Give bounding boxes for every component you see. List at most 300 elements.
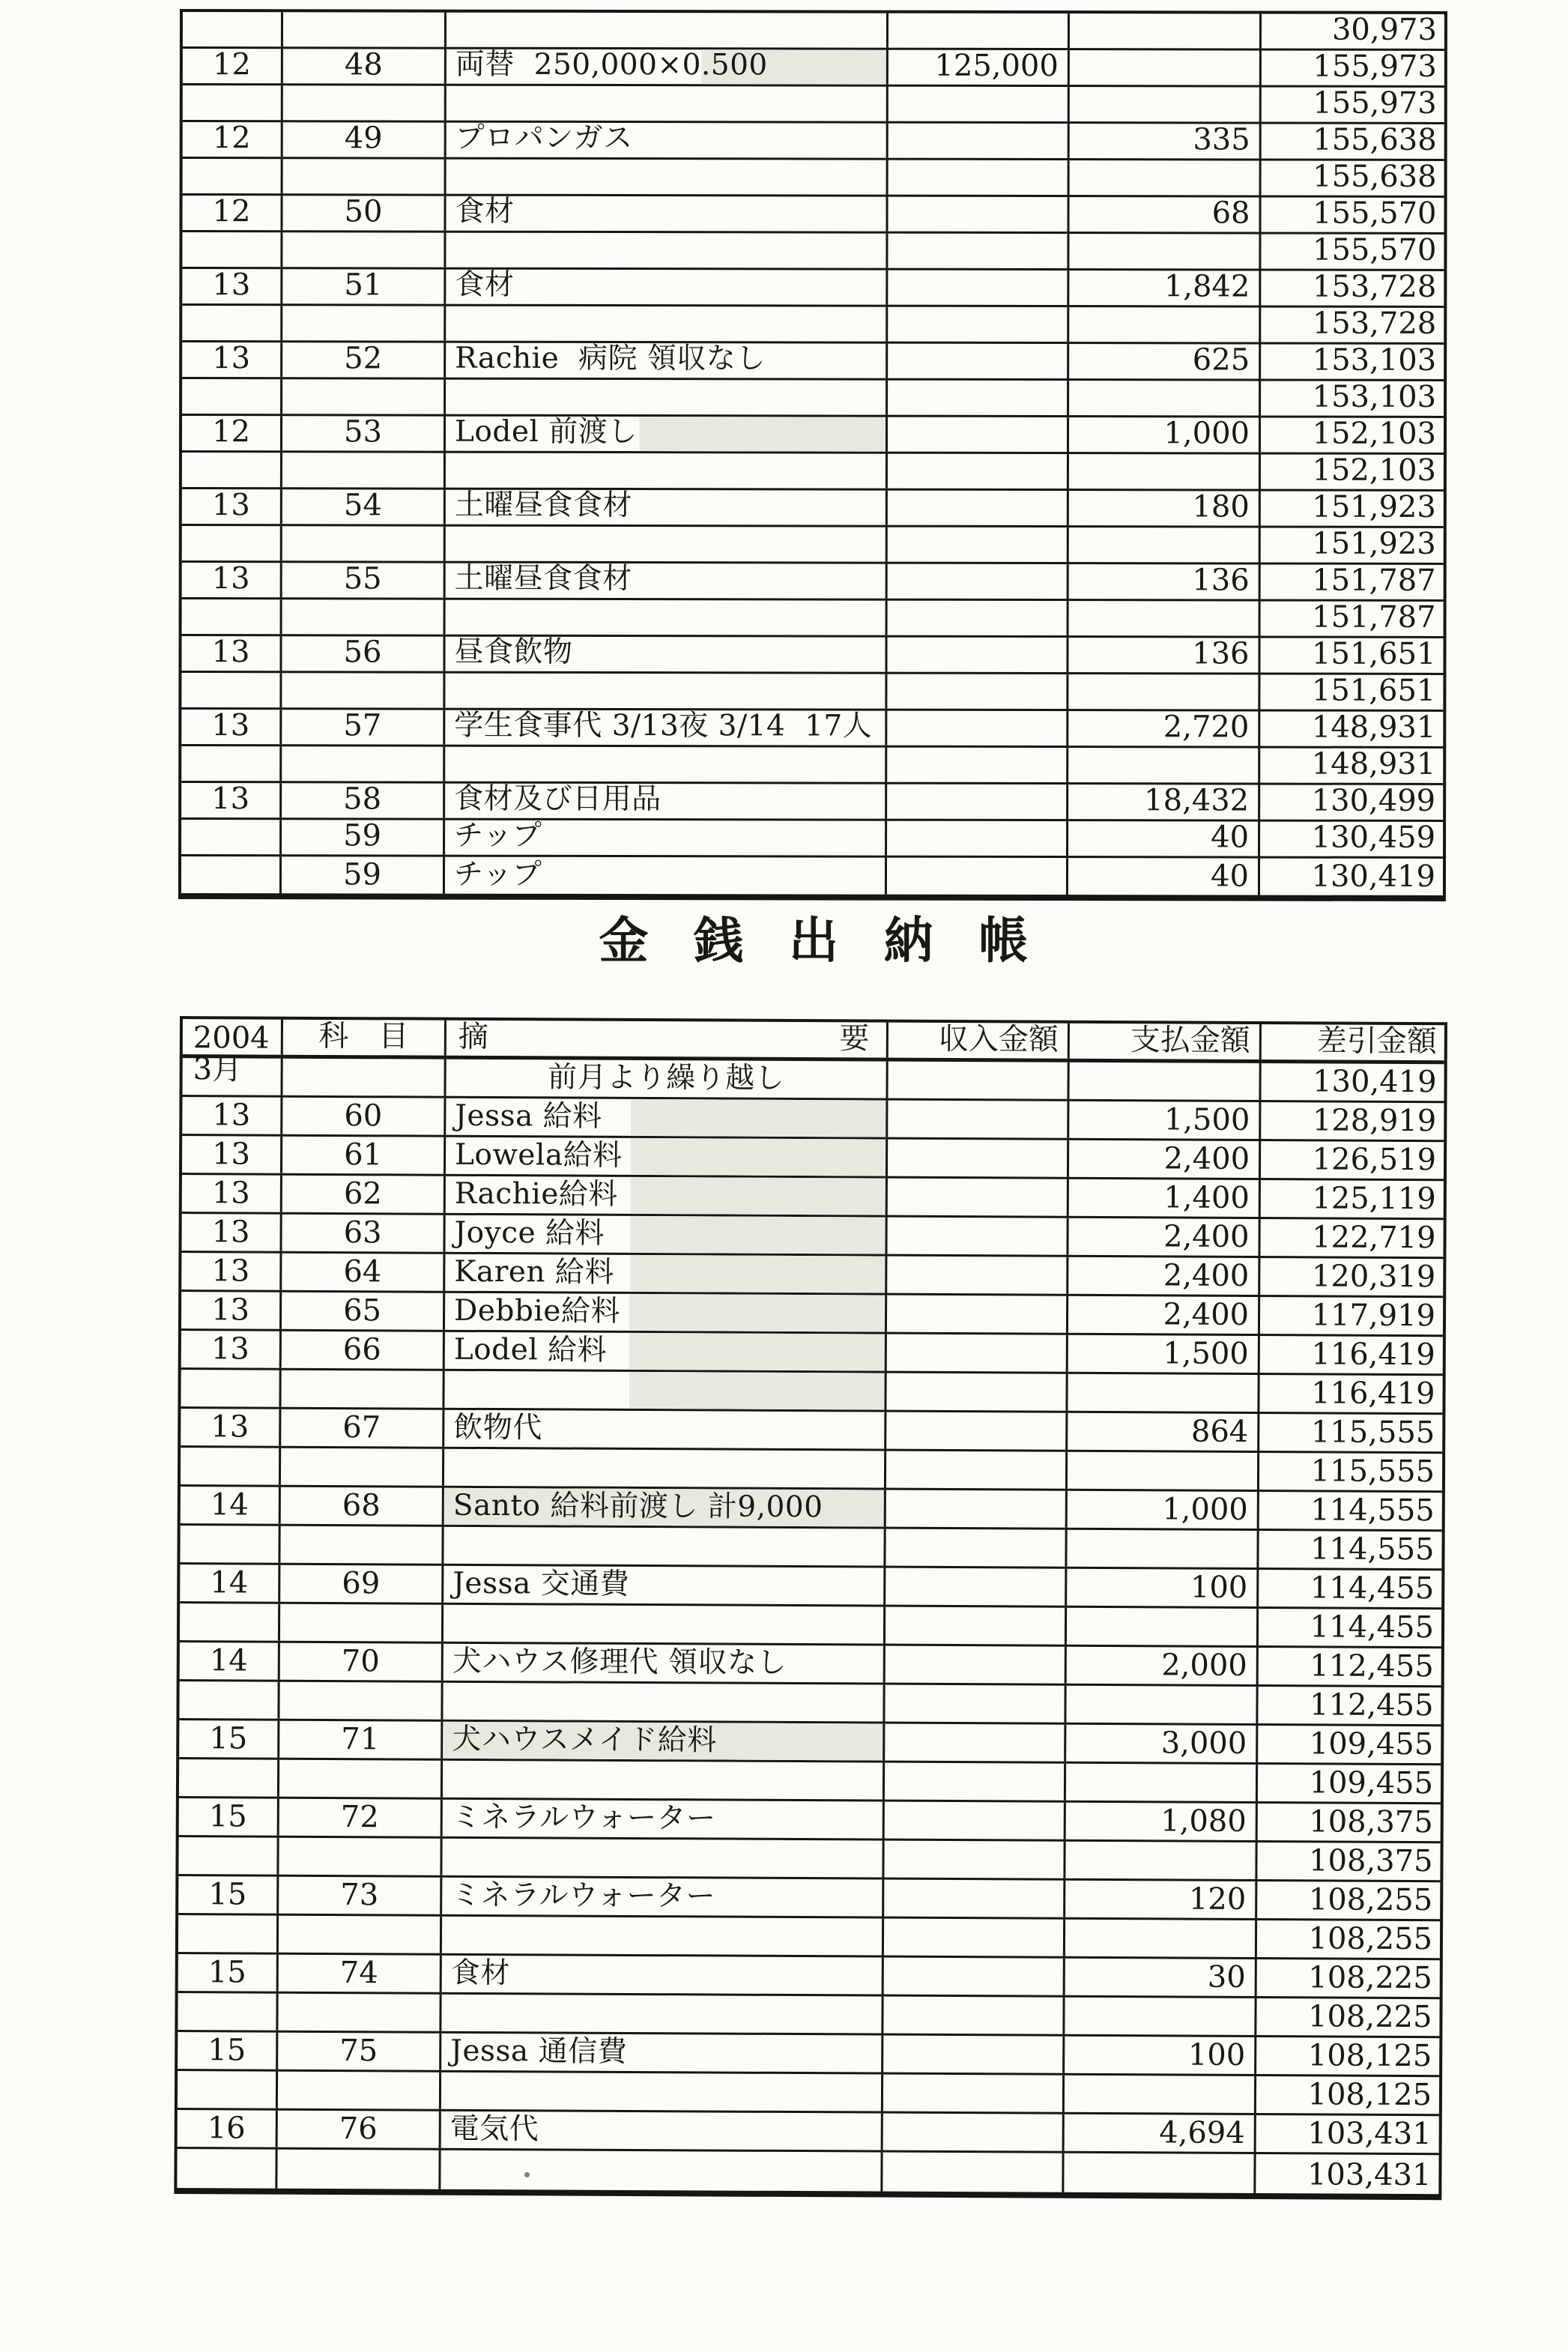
month-cell	[181, 820, 282, 854]
subject-no-cell: 61	[282, 1137, 446, 1174]
subject-no-cell	[282, 526, 446, 560]
income-cell	[887, 638, 1068, 672]
income-cell	[884, 1919, 1065, 1956]
description-cell: Debbie給料	[445, 1293, 887, 1332]
income-cell	[883, 1997, 1065, 2034]
payment-cell: 1,080	[1066, 1803, 1258, 1840]
payment-cell	[1069, 1062, 1261, 1100]
balance-cell: 115,555	[1310, 1454, 1435, 1490]
month-cell: 13	[181, 1409, 281, 1446]
balance-cell: 151,923	[1312, 526, 1436, 561]
description-cell	[447, 13, 889, 48]
description-cell: 食材	[446, 196, 888, 232]
description-cell	[443, 1761, 885, 1800]
description-cell	[444, 1605, 886, 1644]
payment-cell: 2,720	[1068, 711, 1260, 746]
month-cell	[178, 2071, 278, 2108]
balance-cell: 153,103	[1312, 379, 1437, 414]
payment-cell	[1070, 13, 1262, 48]
description-cell	[444, 1527, 886, 1566]
month-cell: 13	[181, 783, 282, 817]
payment-cell: 30	[1065, 1959, 1257, 1996]
description-cell	[444, 1371, 886, 1410]
income-cell	[887, 821, 1068, 856]
description-cell: チップ	[445, 820, 887, 856]
month-cell: 15	[178, 1876, 279, 1914]
income-cell	[887, 674, 1068, 709]
income-cell	[885, 1763, 1066, 1801]
month-cell: 13	[182, 1097, 282, 1134]
subject-no-cell: 71	[279, 1721, 443, 1759]
income-cell	[885, 1685, 1066, 1723]
income-cell	[889, 160, 1070, 195]
table-row	[181, 673, 1443, 712]
subject-no-cell: 49	[283, 122, 447, 157]
table-row	[181, 783, 1443, 822]
description-cell: チップ	[445, 857, 887, 895]
page-title: 金銭出納帳	[599, 911, 1074, 970]
subject-no-cell	[279, 1916, 442, 1953]
balance-cell: 151,651	[1312, 636, 1436, 671]
month-cell	[183, 12, 283, 46]
payment-cell	[1067, 1608, 1259, 1645]
payment-cell: 1,400	[1069, 1179, 1261, 1217]
description-cell: 食材	[446, 270, 888, 305]
payment-cell	[1066, 1764, 1258, 1801]
subject-no-cell: 55	[282, 563, 446, 597]
balance-cell: 148,931	[1311, 746, 1436, 782]
payment-cell	[1064, 2153, 1256, 2193]
month-cell	[177, 2149, 277, 2189]
month-cell	[182, 379, 282, 414]
subject-no-cell	[282, 673, 445, 707]
table-row	[181, 856, 1443, 895]
table-row	[182, 526, 1444, 565]
payment-cell: 3,000	[1066, 1725, 1258, 1762]
income-cell	[887, 1334, 1068, 1372]
subject-no-cell	[279, 1838, 442, 1875]
income-cell	[886, 1490, 1068, 1528]
table-row	[182, 196, 1444, 235]
subject-no-cell	[280, 1604, 444, 1642]
description-cell: Joyce 給料	[445, 1215, 887, 1254]
subject-no-cell: 53	[282, 416, 446, 450]
payment-cell: 180	[1069, 491, 1261, 525]
description-cell: ミネラルウォーター	[442, 1878, 884, 1917]
month-cell: 13	[181, 1214, 282, 1251]
income-cell	[887, 748, 1068, 782]
month-cell: 15	[178, 2032, 278, 2070]
month-cell: 16	[178, 2110, 278, 2147]
month-cell	[181, 1448, 281, 1485]
subject-no-cell	[277, 2150, 441, 2189]
month-cell: 12	[183, 49, 283, 83]
subject-no-cell	[281, 1370, 444, 1408]
month-cell	[182, 1058, 282, 1095]
subject-no-cell: 65	[282, 1293, 445, 1330]
balance-cell: 108,125	[1307, 2038, 1432, 2074]
table-row	[181, 1487, 1442, 1532]
payment-cell: 18,432	[1068, 784, 1260, 819]
table-row	[181, 1253, 1443, 1298]
description-cell: Lodel 給料	[445, 1332, 887, 1371]
description-cell	[447, 160, 889, 195]
month-cell: 13	[182, 269, 282, 303]
payment-cell: 2,000	[1067, 1647, 1259, 1684]
payment-cell	[1070, 50, 1262, 85]
income-cell	[889, 87, 1070, 121]
subject-no-cell: 74	[279, 1955, 442, 1992]
month-cell: 15	[178, 1954, 279, 1992]
month-cell	[182, 453, 282, 487]
month-cell	[179, 1759, 279, 1797]
description-cell: 学生食事代 3/13夜 3/14 17人	[445, 710, 887, 746]
balance-cell: 116,419	[1311, 1376, 1435, 1412]
balance-cell: 151,923	[1312, 489, 1436, 524]
table-row	[182, 599, 1444, 638]
balance-cell: 155,973	[1313, 85, 1437, 121]
header-summary-left: 摘	[458, 1019, 489, 1055]
payment-cell: 1,000	[1069, 417, 1261, 452]
table-row	[181, 1331, 1443, 1376]
subject-no-cell	[279, 1760, 443, 1798]
balance-cell: 153,728	[1312, 306, 1437, 341]
description-cell	[446, 453, 888, 489]
income-cell	[888, 270, 1069, 305]
table-row	[182, 342, 1444, 381]
table-row	[179, 1681, 1441, 1726]
month-cell: 13	[182, 489, 282, 524]
income-cell	[888, 1062, 1069, 1099]
table-row	[180, 1603, 1441, 1648]
description-cell: Jessa 交通費	[444, 1566, 886, 1605]
table-row	[183, 122, 1444, 161]
description-cell: Rachie 病院 領収なし	[446, 343, 888, 378]
income-cell	[883, 2114, 1065, 2151]
table-row	[178, 2110, 1439, 2155]
payment-cell	[1069, 527, 1261, 562]
table-row	[181, 636, 1443, 675]
payment-cell: 2,400	[1068, 1218, 1260, 1256]
description-cell: 電気代	[441, 2111, 883, 2150]
payment-cell	[1068, 1452, 1259, 1490]
table-row	[178, 1876, 1440, 1921]
month-cell: 14	[180, 1565, 280, 1602]
subject-no-cell	[281, 1448, 444, 1486]
description-cell: 食材及び日用品	[445, 784, 887, 819]
ledger-table-continuation	[178, 9, 1447, 901]
description-cell	[445, 747, 887, 782]
month-cell	[178, 1915, 279, 1953]
subject-no-cell: 69	[280, 1565, 444, 1603]
month-cell: 13	[181, 636, 282, 671]
income-cell	[889, 13, 1070, 48]
table-row	[182, 232, 1444, 271]
table-row	[180, 1526, 1441, 1570]
balance-cell: 114,555	[1310, 1493, 1435, 1529]
income-cell	[888, 527, 1069, 562]
subject-no-cell	[280, 1526, 444, 1564]
header-balance: 差引金額	[1316, 1024, 1437, 1059]
payment-cell: 136	[1068, 638, 1260, 672]
income-cell	[888, 307, 1069, 342]
income-cell	[887, 1218, 1068, 1255]
description-cell	[441, 1995, 883, 2034]
balance-cell: 153,728	[1312, 269, 1437, 304]
payment-cell	[1069, 601, 1261, 635]
payment-cell: 120	[1065, 1881, 1257, 1918]
table-row	[181, 1448, 1442, 1493]
income-cell	[888, 344, 1069, 378]
income-cell	[887, 711, 1068, 746]
balance-cell: 130,499	[1311, 783, 1436, 818]
description-cell: Lowela給料	[446, 1137, 888, 1176]
month-cell: 13	[181, 1253, 282, 1290]
header-income: 収入金額	[889, 1023, 1070, 1059]
balance-cell: 108,255	[1308, 1882, 1433, 1918]
subject-no-cell	[282, 306, 446, 340]
income-cell	[888, 601, 1069, 635]
table-row	[181, 710, 1443, 749]
subject-no-cell: 59	[282, 820, 445, 854]
balance-cell: 155,638	[1313, 159, 1437, 194]
description-cell: ミネラルウォーター	[443, 1800, 885, 1839]
income-cell	[889, 124, 1070, 158]
balance-cell: 130,419	[1311, 859, 1436, 894]
payment-cell	[1069, 234, 1261, 268]
table-row	[178, 1954, 1440, 1999]
income-cell	[883, 2075, 1065, 2112]
description-cell	[442, 1917, 884, 1956]
subject-no-cell	[282, 453, 446, 487]
subject-no-cell: 57	[282, 710, 445, 744]
income-cell	[884, 1880, 1065, 1917]
income-cell	[888, 454, 1069, 489]
balance-cell: 117,919	[1311, 1298, 1436, 1334]
table-row	[183, 49, 1444, 88]
month-cell: 13	[182, 563, 282, 597]
subject-no-cell	[278, 1994, 441, 2031]
table-row	[183, 159, 1444, 198]
month-cell	[180, 1603, 280, 1641]
table-row	[178, 1915, 1440, 1960]
table-row	[182, 379, 1444, 418]
balance-cell: 109,455	[1309, 1765, 1434, 1801]
month-cell	[183, 159, 283, 193]
month-cell: 13	[181, 710, 282, 744]
payment-cell	[1067, 1530, 1259, 1568]
income-cell	[886, 1451, 1068, 1489]
income-cell	[887, 858, 1068, 895]
subject-no-cell: 50	[282, 196, 446, 230]
subject-no-cell: 68	[281, 1487, 444, 1525]
table-row	[179, 1720, 1441, 1765]
payment-cell: 625	[1069, 344, 1261, 378]
subject-no-cell	[279, 1682, 443, 1720]
balance-cell: 109,455	[1309, 1726, 1434, 1762]
income-cell	[888, 1179, 1069, 1216]
table-row	[178, 2071, 1439, 2116]
table-row	[182, 269, 1444, 308]
balance-cell: 151,787	[1312, 563, 1436, 598]
balance-cell: 108,125	[1307, 2077, 1432, 2113]
table-row	[182, 489, 1444, 528]
month-cell	[182, 599, 282, 634]
payment-cell	[1065, 1998, 1256, 2035]
payment-cell: 1,500	[1069, 1101, 1261, 1139]
description-cell: 犬ハウスメイド給料	[443, 1722, 885, 1761]
balance-cell: 130,459	[1311, 820, 1436, 855]
income-cell	[888, 491, 1069, 525]
payment-cell: 4,694	[1065, 2114, 1256, 2152]
month-cell	[178, 1837, 279, 1875]
balance-cell: 155,570	[1312, 232, 1437, 267]
description-cell: Jessa 通信費	[441, 2034, 883, 2073]
description-cell: Santo 給料前渡し 計9,000	[444, 1488, 886, 1527]
subject-no-cell: 63	[282, 1215, 445, 1252]
month-cell: 15	[179, 1798, 279, 1836]
income-cell	[886, 1646, 1067, 1684]
month-cell: 12	[183, 122, 283, 157]
month-cell: 13	[181, 1331, 282, 1368]
table-row	[182, 563, 1444, 602]
subject-no-cell	[282, 599, 446, 634]
payment-cell: 2,400	[1068, 1257, 1260, 1295]
subject-no-cell: 51	[282, 269, 446, 303]
income-cell	[888, 197, 1069, 232]
header-month: 3月	[193, 1052, 243, 1087]
payment-cell: 68	[1069, 197, 1261, 232]
payment-cell: 100	[1067, 1569, 1259, 1606]
income-cell	[886, 1412, 1068, 1450]
income-cell	[885, 1724, 1066, 1762]
month-cell: 13	[181, 1292, 282, 1329]
month-cell	[179, 1681, 279, 1719]
header-payment: 支払金額	[1070, 1024, 1262, 1059]
payment-cell: 864	[1068, 1413, 1259, 1451]
payment-cell	[1070, 87, 1262, 121]
balance-cell: 151,651	[1311, 673, 1436, 708]
scan-artifact-dot	[524, 2172, 530, 2177]
table-row	[182, 306, 1444, 345]
month-cell: 12	[182, 416, 282, 450]
balance-cell: 114,455	[1310, 1570, 1435, 1606]
balance-cell: 152,103	[1312, 453, 1436, 488]
income-cell	[886, 1568, 1067, 1606]
table-row	[182, 1175, 1444, 1220]
subject-no-cell	[283, 159, 447, 193]
table-row	[183, 85, 1444, 124]
table-row	[182, 1097, 1444, 1142]
income-cell	[886, 1607, 1067, 1645]
table-row	[177, 2149, 1438, 2194]
subject-no-cell: 52	[282, 342, 446, 377]
payment-cell	[1070, 160, 1262, 195]
description-cell	[446, 233, 888, 268]
month-cell	[181, 673, 282, 707]
table-row	[181, 1370, 1442, 1415]
header-date	[183, 1019, 283, 1087]
income-cell	[885, 1802, 1066, 1839]
balance-cell: 152,103	[1312, 416, 1437, 451]
month-cell: 14	[181, 1487, 281, 1524]
income-cell	[888, 381, 1069, 415]
description-cell: プロパンガス	[447, 123, 889, 158]
payment-cell	[1069, 307, 1261, 342]
table-row	[181, 1292, 1443, 1337]
month-cell: 12	[182, 196, 282, 230]
description-cell	[447, 86, 889, 121]
description-cell	[441, 2073, 883, 2111]
balance-cell: 116,419	[1311, 1337, 1435, 1373]
header-year: 2004	[193, 1021, 270, 1056]
income-cell	[886, 1373, 1068, 1411]
month-cell	[182, 526, 282, 560]
subject-no-cell: 66	[282, 1331, 445, 1369]
month-cell: 13	[182, 1136, 282, 1173]
balance-cell: 112,455	[1310, 1648, 1434, 1684]
month-cell: 13	[182, 1175, 282, 1212]
description-cell	[443, 1683, 885, 1722]
month-cell	[182, 306, 282, 340]
payment-cell	[1069, 381, 1261, 415]
income-cell	[888, 564, 1069, 599]
description-cell: 前月より繰り越し	[446, 1059, 888, 1098]
payment-cell	[1068, 1374, 1259, 1412]
subject-no-cell	[282, 232, 446, 267]
payment-cell: 100	[1065, 2037, 1256, 2074]
table-row	[181, 1409, 1442, 1454]
payment-cell: 136	[1069, 564, 1261, 599]
balance-cell: 108,375	[1309, 1804, 1433, 1840]
balance-cell: 153,103	[1312, 342, 1437, 378]
balance-cell: 155,973	[1313, 49, 1437, 84]
table-row	[182, 416, 1444, 455]
balance-cell: 108,255	[1308, 1921, 1433, 1957]
subject-no-cell: 59	[282, 856, 445, 893]
description-cell	[446, 306, 888, 342]
balance-cell: 103,431	[1307, 2116, 1432, 2152]
balance-cell: 155,638	[1313, 122, 1437, 157]
balance-cell: 115,555	[1310, 1415, 1435, 1451]
description-cell: 食材	[442, 1956, 884, 1995]
subject-no-cell	[278, 2072, 441, 2109]
description-cell: 昼食飲物	[445, 637, 887, 672]
month-cell: 14	[180, 1642, 280, 1680]
description-cell: 土曜昼食食材	[446, 563, 888, 599]
table-row	[180, 1565, 1441, 1609]
description-cell: Lodel 前渡し	[446, 417, 888, 452]
income-cell	[888, 1140, 1069, 1177]
payment-cell: 1,842	[1069, 270, 1261, 305]
income-cell	[884, 1841, 1065, 1878]
table-row	[182, 1058, 1444, 1103]
month-cell: 15	[179, 1720, 279, 1758]
subject-no-cell: 73	[279, 1877, 442, 1914]
header-summary-right: 要	[839, 1021, 870, 1056]
description-cell	[444, 1449, 886, 1488]
payment-cell: 1,500	[1068, 1335, 1260, 1373]
description-cell	[446, 527, 888, 562]
subject-no-cell	[282, 1059, 446, 1096]
description-cell: Jessa 給料	[446, 1098, 888, 1137]
table-row	[180, 1642, 1441, 1687]
payment-cell: 2,400	[1068, 1296, 1260, 1334]
payment-cell	[1068, 674, 1260, 709]
subject-no-cell: 54	[282, 489, 446, 524]
description-cell: Rachie給料	[446, 1176, 888, 1215]
header-subject: 科 目	[283, 1020, 447, 1056]
